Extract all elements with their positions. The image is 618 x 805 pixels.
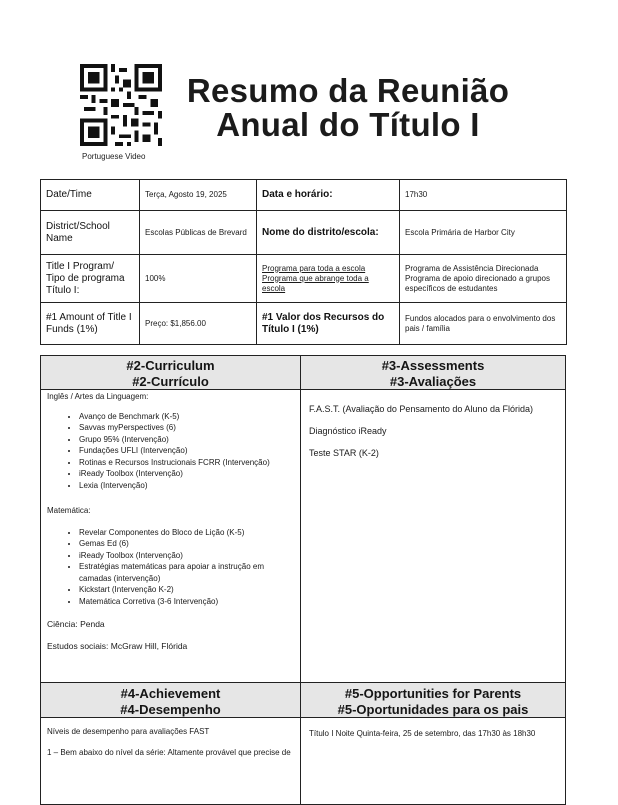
opportunities-body: [309, 728, 561, 740]
date-label: Date/Time: [41, 180, 140, 211]
date-value: Terça, Agosto 19, 2025: [140, 180, 257, 211]
social-studies-text: Estudos sociais: McGraw Hill, Flórida: [47, 640, 188, 651]
curriculum-header: [41, 356, 300, 390]
achievement-header-en: #4-Achievement: [120, 686, 221, 701]
district-label-pt: Nome do distrito/escola:: [257, 211, 400, 255]
qr-caption: Portuguese Video: [82, 152, 146, 161]
ela-list: [47, 411, 297, 492]
math-label: Matemática:: [47, 506, 91, 515]
list-item: • Rotinas e Recursos Instrucionais FCRR (Intervenção): [79, 457, 297, 469]
opportunities-header-pt: #5-Oportunidades para os pais: [337, 702, 529, 717]
achievement-body: [47, 726, 297, 758]
assessments-header: [301, 356, 565, 390]
assessments-header-pt: #3-Avaliações: [389, 374, 477, 389]
funds-description: Fundos alocados para o envolvimento dos pais / família: [400, 303, 567, 345]
assessment-item: Diagnóstico iReady: [309, 426, 387, 436]
list-item: • Lexia (Intervenção): [79, 480, 297, 492]
list-item: • Gemas Ed (6): [79, 538, 297, 550]
funds-label-pt: #1 Valor dos Recursos do Título I (1%): [257, 303, 400, 345]
program-option-schoolwide: Programa para toda a escola: [262, 263, 366, 273]
program-option-coverage: Programa que abrange toda a escola: [262, 273, 369, 293]
program-description: Programa de Assistência Direcionada Programa de apoio direcionado a grupos específicos de estudantes: [400, 255, 567, 303]
list-item: • Savvas myPerspectives (6): [79, 422, 297, 434]
title-line-2: Anual do Título I: [216, 106, 480, 143]
time-value: 17h30: [400, 180, 567, 211]
list-item: • Estratégias matemáticas para apoiar a instrução em camadas (intervenção): [79, 561, 297, 584]
list-item: • Grupo 95% (Intervenção): [79, 434, 297, 446]
curriculum-header-en: #2-Curriculum: [126, 358, 215, 373]
opportunities-header: [301, 683, 565, 718]
achievement-header-pt: #4-Desempenho: [120, 702, 221, 717]
program-value: 100%: [140, 255, 257, 303]
achievement-header: [41, 683, 300, 718]
math-list: [47, 527, 297, 608]
district-label: District/School Name: [41, 211, 140, 255]
list-item: • Revelar Componentes do Bloco de Lição (K-5): [79, 527, 297, 539]
funds-value: Preço: $1,856.00: [140, 303, 257, 345]
achievement-line-2: 1 – Bem abaixo do nível da série: Altamente provável que precise de: [47, 747, 291, 757]
page-title: [168, 74, 528, 142]
title-line-1: Resumo da Reunião: [186, 72, 510, 109]
district-value: Escolas Públicas de Brevard: [140, 211, 257, 255]
summary-grid: [40, 355, 566, 805]
list-item: • Fundações UFLI (Intervenção): [79, 445, 297, 457]
ela-label: Inglês / Artes da Linguagem:: [47, 392, 149, 401]
funds-label: #1 Amount of Title I Funds (1%): [41, 303, 140, 345]
assessment-item: Teste STAR (K-2): [309, 448, 379, 458]
assessment-item: F.A.S.T. (Avaliação do Pensamento do Aluno da Flórida): [309, 404, 533, 414]
date-label-pt: Data e horário:: [257, 180, 400, 211]
list-item: • Kickstart (Intervenção K-2): [79, 584, 297, 596]
info-table: [40, 179, 567, 345]
assessments-header-en: #3-Assessments: [381, 358, 485, 373]
opportunities-line-1: Título I Noite Quinta-feira, 25 de setembro, das 17h30 às 18h30: [309, 729, 536, 738]
list-item: • Avanço de Benchmark (K-5): [79, 411, 297, 423]
program-label: Title I Program/ Tipo de programa Título I:: [41, 255, 140, 303]
curriculum-body: [47, 391, 297, 652]
achievement-line-1: Níveis de desempenho para avaliações FAST: [47, 727, 210, 736]
opportunities-header-en: #5-Opportunities for Parents: [344, 686, 522, 701]
school-value: Escola Primária de Harbor City: [400, 211, 567, 255]
qr-code[interactable]: [80, 64, 162, 146]
column-divider: [300, 356, 301, 804]
list-item: • iReady Toolbox (Intervenção): [79, 468, 297, 480]
list-item: • iReady Toolbox (Intervenção): [79, 550, 297, 562]
list-item: • Matemática Corretiva (3-6 Intervenção): [79, 596, 297, 608]
science-text: Ciência: Penda: [47, 619, 105, 629]
program-options: [257, 255, 400, 303]
curriculum-header-pt: #2-Currículo: [132, 374, 209, 389]
assessments-body: [309, 403, 561, 469]
